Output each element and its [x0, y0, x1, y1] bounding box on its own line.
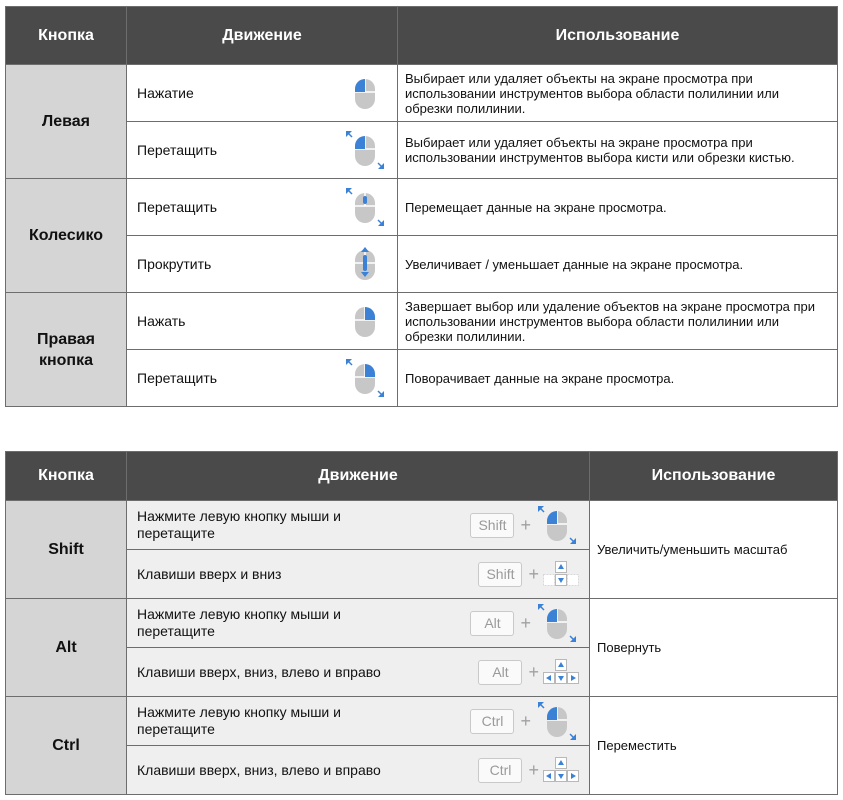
motion-cell	[127, 550, 590, 599]
key-cap: Ctrl	[478, 758, 522, 783]
plus-icon: +	[520, 612, 531, 633]
usage-text: Повернуть	[590, 599, 838, 697]
plus-icon: +	[520, 514, 531, 535]
mouse-right-click-icon	[343, 299, 387, 343]
motion-cell	[127, 236, 398, 293]
usage-text: Увеличивает / уменьшает данные на экране просмотра.	[398, 236, 838, 293]
motion-label: Перетащить	[137, 369, 218, 386]
usage-text: Выбирает или удаляет объекты на экране просмотра при использовании инструментов выбора области полилинии или обрезки полилинии.	[398, 65, 838, 122]
usage-text: Завершает выбор или удаление объектов на экране просмотра при использовании инструментов выбора области полилинии или обрезки полилинии.	[398, 293, 838, 350]
motion-label: Перетащить	[137, 198, 218, 215]
mouse-left-click-icon	[343, 71, 387, 115]
key-combo	[478, 659, 579, 685]
key-combo	[470, 601, 579, 645]
key-combo	[470, 699, 579, 743]
header-button: Кнопка	[6, 452, 127, 501]
button-alt: Alt	[6, 599, 127, 697]
usage-text: Переместить	[590, 697, 838, 795]
plus-icon: +	[528, 759, 539, 780]
header-motion: Движение	[127, 452, 590, 501]
motion-label: Нажмите левую кнопку мыши и перетащите	[137, 508, 341, 541]
key-cap: Shift	[470, 513, 514, 538]
plus-icon: +	[520, 710, 531, 731]
key-cap: Shift	[478, 562, 522, 587]
keyboard-controls-table	[5, 451, 838, 795]
arrow-keys-all-icon	[543, 757, 579, 783]
motion-cell	[127, 648, 590, 697]
motion-cell	[127, 122, 398, 179]
key-combo	[478, 757, 579, 783]
button-shift: Shift	[6, 501, 127, 599]
motion-label: Перетащить	[137, 141, 218, 158]
motion-cell	[127, 65, 398, 122]
motion-label: Клавиши вверх, вниз, влево и вправо	[137, 761, 381, 778]
motion-cell	[127, 697, 590, 746]
motion-cell	[127, 350, 398, 407]
button-left: Левая	[6, 65, 127, 179]
key-combo	[470, 503, 579, 547]
mouse-wheel-scroll-icon	[343, 242, 387, 286]
header-usage: Использование	[590, 452, 838, 501]
motion-label: Нажать	[137, 312, 186, 329]
mouse-left-drag-icon	[343, 128, 387, 172]
key-cap: Alt	[478, 660, 522, 685]
arrow-keys-updown-icon	[543, 561, 579, 587]
motion-label: Клавиши вверх и вниз	[137, 565, 282, 582]
motion-label: Нажатие	[137, 84, 194, 101]
header-usage: Использование	[398, 7, 838, 65]
motion-cell	[127, 746, 590, 795]
key-cap: Alt	[470, 611, 514, 636]
mouse-right-drag-icon	[343, 356, 387, 400]
motion-label: Клавиши вверх, вниз, влево и вправо	[137, 663, 381, 680]
header-button: Кнопка	[6, 7, 127, 65]
plus-icon: +	[528, 563, 539, 584]
mouse-controls-table	[5, 6, 838, 407]
key-cap: Ctrl	[470, 709, 514, 734]
motion-cell	[127, 599, 590, 648]
mouse-left-drag-icon	[535, 699, 579, 743]
plus-icon: +	[528, 661, 539, 682]
header-motion: Движение	[127, 7, 398, 65]
motion-cell	[127, 179, 398, 236]
mouse-left-drag-icon	[535, 503, 579, 547]
button-ctrl: Ctrl	[6, 697, 127, 795]
button-wheel: Колесико	[6, 179, 127, 293]
motion-cell	[127, 501, 590, 550]
usage-text: Поворачивает данные на экране просмотра.	[398, 350, 838, 407]
usage-text: Увеличить/уменьшить масштаб	[590, 501, 838, 599]
motion-cell	[127, 293, 398, 350]
arrow-keys-all-icon	[543, 659, 579, 685]
motion-label: Нажмите левую кнопку мыши и перетащите	[137, 704, 341, 737]
button-right: Правая кнопка	[6, 293, 127, 407]
motion-label: Прокрутить	[137, 255, 212, 272]
key-combo	[478, 561, 579, 587]
usage-text: Выбирает или удаляет объекты на экране просмотра при использовании инструментов выбора кисти или обрезки кистью.	[398, 122, 838, 179]
usage-text: Перемещает данные на экране просмотра.	[398, 179, 838, 236]
mouse-wheel-drag-icon	[343, 185, 387, 229]
motion-label: Нажмите левую кнопку мыши и перетащите	[137, 606, 341, 639]
mouse-left-drag-icon	[535, 601, 579, 645]
